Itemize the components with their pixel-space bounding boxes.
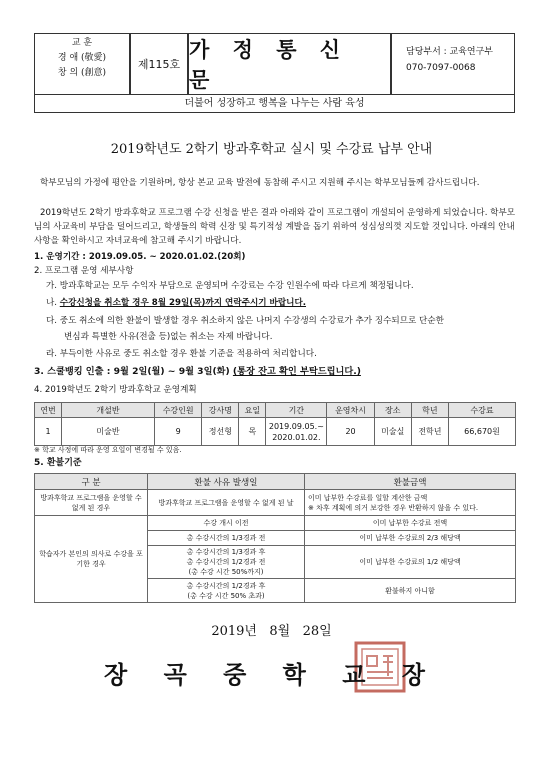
table-cell: 20 [327,418,374,446]
table-cell: 전학년 [411,418,448,446]
phone: 070-7097-0068 [406,63,476,73]
table-cell: 이미 납부한 수강료 전액 [305,516,516,531]
issue-number: 제115호 [130,33,188,95]
detail-a: 가. 방과후학교는 모두 수익자 부담으로 운영되며 수강료는 수강 인원수에 따라 다르게 책정됩니다. [46,281,414,291]
detail-c-cont: 변심과 특별한 사유(전출 등)없는 취소는 자제 바랍니다. [64,332,273,342]
motto-line: 교 훈 [71,38,93,48]
detail-b-text: 수강신청을 취소할 경우 8월 29일(목)까지 연락주시기 바랍니다. [59,298,307,308]
column-header: 수강인원 [155,403,202,418]
school-banking [34,365,361,379]
column-header: 구 분 [35,474,148,490]
table-row [35,490,516,516]
column-header: 강사명 [202,403,239,418]
table-row [35,516,516,531]
plan-heading: 4. 2019학년도 2학기 방과후학교 운영계획 [34,385,197,395]
table-cell: 이미 납부한 수강료를 일할 계산한 금액 ※ 차후 계획에 의거 보강한 경우 반환하지 않을 수 있다. [305,490,516,516]
column-header: 장소 [374,403,411,418]
detail-c: 다. 중도 취소에 의한 환불이 발생할 경우 취소하지 않은 나머지 수강생의 수강료가 추가 징수되므로 단순한 [46,316,444,326]
column-header: 운영차시 [327,403,374,418]
column-header: 환불 사유 발생일 [148,474,305,490]
detail-d: 라. 부득이한 사유로 중도 취소할 경우 환불 기준을 적용하여 처리합니다. [46,349,317,359]
motto-line: 창 의 (創意) [57,68,107,78]
column-header: 연번 [35,403,62,418]
document-title: 2019학년도 2학기 방과후학교 실시 및 수강료 납부 안내 [110,142,433,157]
intro-paragraph: 2019학년도 2학기 방과후학교 프로그램 수강 신청을 받은 결과 아래와 같이 프로그램이 개설되어 운영하게 되었습니다. 학부모님의 사교육비 부담을 덜어드리고, 학생들의 학력 신장 및 특기적성 계발을 돕기 위하여 성심성의껏 지도할 것입니다. 아래의 안내 사항을 확인하시고 자녀교육에 참고해 주시기 바랍니다. [34,208,516,246]
school-banking-dates: 3. 스쿨뱅킹 인출 : 9월 2일(월) ~ 9월 3일(화) [34,366,233,377]
table-cell: 수강 개시 이전 [148,516,305,531]
refund-table [34,473,516,603]
schedule-note: ※ 학교 사정에 따라 운영 요일이 변경될 수 있음. [34,446,182,454]
table-header-row [35,403,516,418]
table-cell: 66,670원 [449,418,516,446]
table-cell: 미술실 [374,418,411,446]
detail-b-prefix: 나. [46,298,60,308]
table-cell: 이미 납부한 수강료의 2/3 해당액 [305,531,516,546]
department: 담당부서 : 교육연구부 [406,47,494,57]
column-header: 수강료 [449,403,516,418]
school-principal: 장 곡 중 학 교 장 [104,660,439,689]
school-motto [34,33,130,95]
table-cell: 2019.09.05.~ 2020.01.02. [266,418,327,446]
table-cell: 총 수강시간의 1/3경과 후 총 수강시간의 1/2경과 전 (총 수강 시간 50%까지) [148,546,305,579]
contact-info [391,33,515,95]
schedule-table [34,402,516,446]
table-cell: 미술반 [62,418,155,446]
table-cell: 학습자가 본인의 의사로 수강을 포기한 경우 [35,516,148,603]
table-cell: 9 [155,418,202,446]
detail-b [46,296,306,310]
table-cell: 정선형 [202,418,239,446]
newsletter-title: 가 정 통 신 문 [188,33,391,95]
operation-period: 1. 운영기간 : 2019.09.05. ~ 2020.01.02.(20회) [34,252,246,262]
table-row [35,418,516,446]
table-cell: 총 수강시간의 1/3경과 전 [148,531,305,546]
table-cell: 이미 납부한 수강료의 1/2 해당액 [305,546,516,579]
column-header: 학년 [411,403,448,418]
issue-date: 2019년 8월 28일 [211,624,332,639]
table-cell: 1 [35,418,62,446]
program-details-heading: 2. 프로그램 운영 세부사항 [34,266,134,276]
table-header-row [35,474,516,490]
school-banking-note: (통장 잔고 확인 부탁드립니다.) [232,366,361,377]
column-header: 기간 [266,403,327,418]
column-header: 개설반 [62,403,155,418]
table-cell: 목 [239,418,266,446]
table-cell: 총 수강시간의 1/2경과 후 (총 수강 시간 50% 초과) [148,579,305,603]
refund-heading: 5. 환불기준 [34,458,82,468]
table-cell: 환불하지 아니함 [305,579,516,603]
column-header: 요일 [239,403,266,418]
table-cell: 방과후학교 프로그램을 운영할 수 없게 된 경우 [35,490,148,516]
table-cell: 방과후학교 프로그램을 운영할 수 없게 된 날 [148,490,305,516]
intro-paragraph: 학부모님의 가정에 평안을 기원하며, 항상 본교 교육 발전에 동참해 주시고 지원해 주시는 학부모님들께 감사드립니다. [40,178,480,188]
slogan: 더불어 성장하고 행복을 나누는 사람 육성 [34,95,515,113]
motto-line: 경 애 (敬愛) [57,53,107,63]
column-header: 환불금액 [305,474,516,490]
